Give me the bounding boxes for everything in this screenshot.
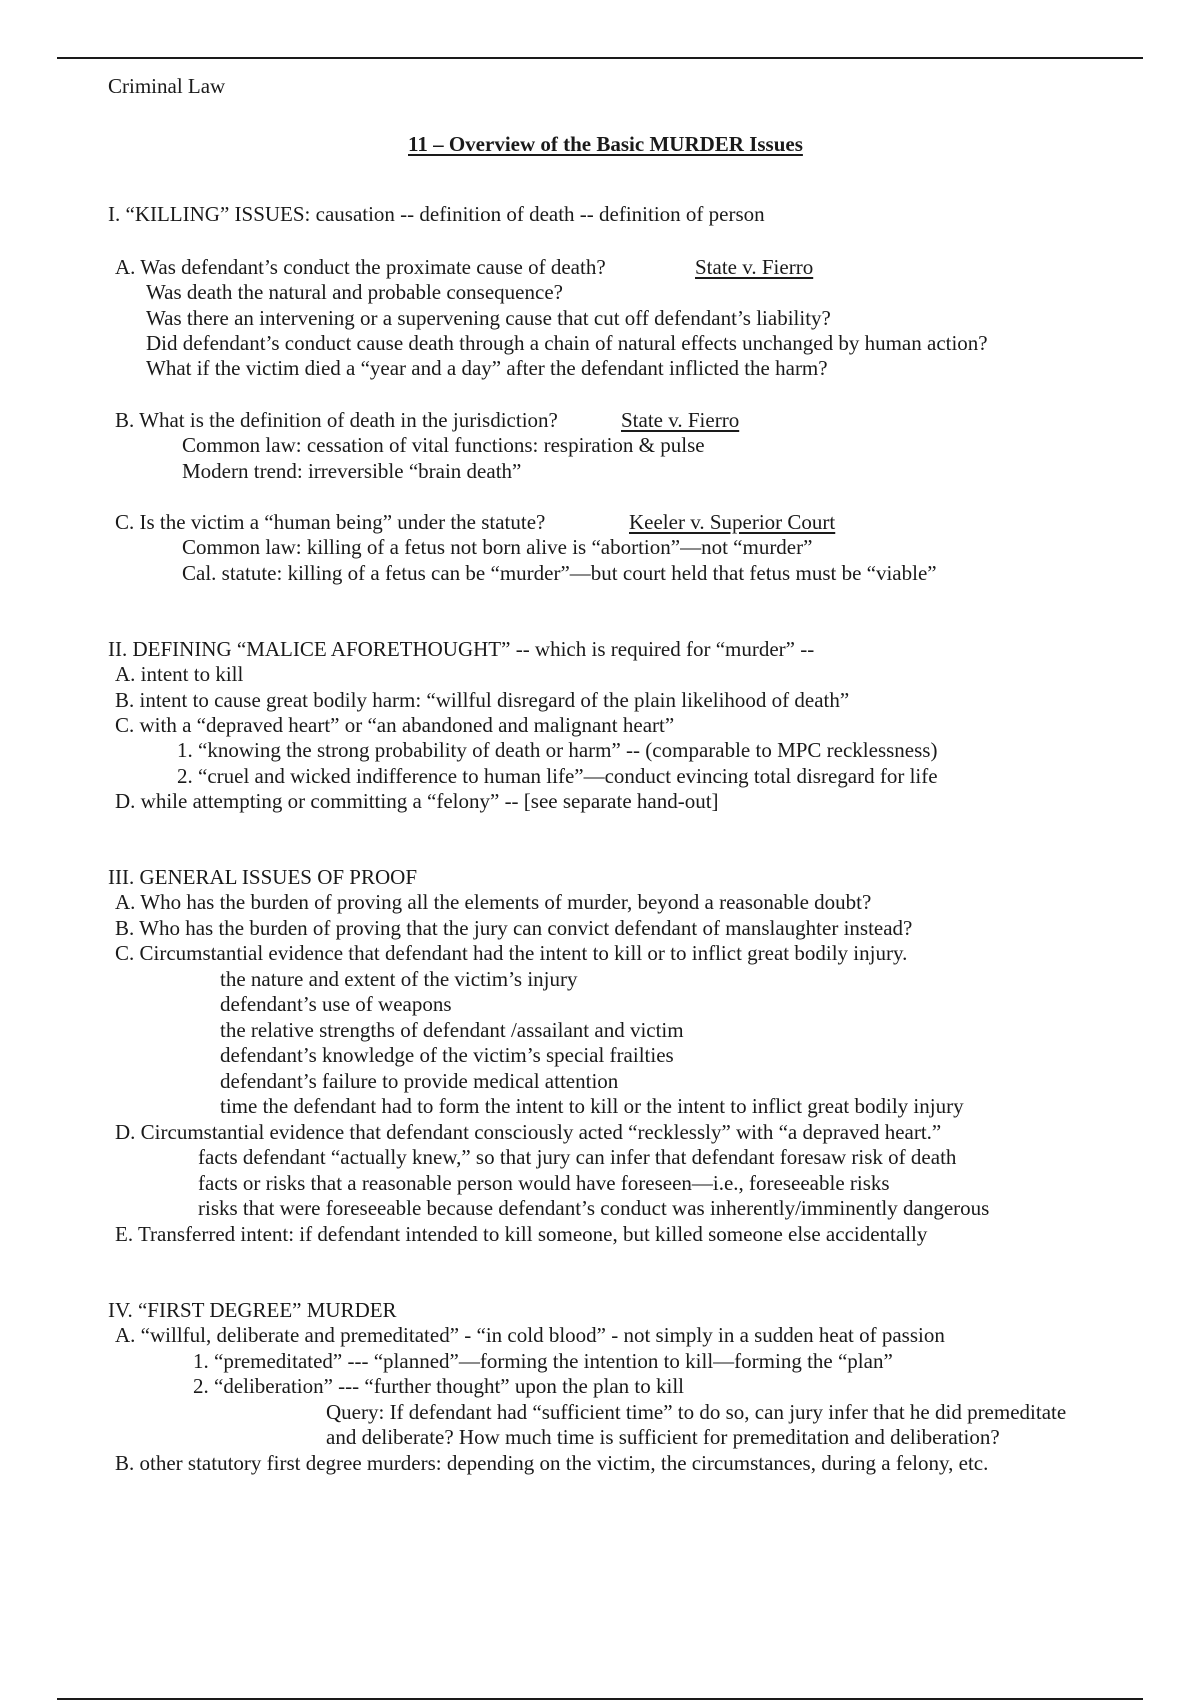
section-1-a-line: Was there an intervening or a supervening cause that cut off defendant’s liability? <box>146 306 831 330</box>
section-3-c-subitem: the nature and extent of the victim’s injury <box>220 967 578 991</box>
section-3-d-subitem: facts or risks that a reasonable person would have foreseen—i.e., foreseeable risks <box>198 1171 890 1195</box>
section-2-item: B. intent to cause great bodily harm: “willful disregard of the plain likelihood of death” <box>115 688 850 712</box>
section-1-b-line: Modern trend: irreversible “brain death” <box>182 459 522 483</box>
section-4-query: Query: If defendant had “sufficient time” to do so, can jury infer that he did premeditate <box>326 1400 1067 1424</box>
section-1-b-question: B. What is the definition of death in the jurisdiction? <box>115 408 558 432</box>
section-2-heading: II. DEFINING “MALICE AFORETHOUGHT” -- which is required for “murder” -- <box>108 637 815 661</box>
case-citation-fierro-a: State v. Fierro <box>695 255 814 279</box>
section-1-a-line: Did defendant’s conduct cause death through a chain of natural effects unchanged by human action? <box>146 331 988 355</box>
section-3-item: A. Who has the burden of proving all the elements of murder, beyond a reasonable doubt? <box>115 890 872 914</box>
section-1-c-line: Common law: killing of a fetus not born alive is “abortion”—not “murder” <box>182 535 813 559</box>
section-3-item: B. Who has the burden of proving that the jury can convict defendant of manslaughter instead? <box>115 916 913 940</box>
section-1-c-question: C. Is the victim a “human being” under the statute? <box>115 510 546 534</box>
section-3-item-e: E. Transferred intent: if defendant intended to kill someone, but killed someone else accidentally <box>115 1222 928 1246</box>
section-1-c-line: Cal. statute: killing of a fetus can be “murder”—but court held that fetus must be “viable” <box>182 561 937 585</box>
section-4-item-b: B. other statutory first degree murders: depending on the victim, the circumstances, during a felony, etc. <box>115 1451 989 1475</box>
section-3-c-subitem: time the defendant had to form the intent to kill or the intent to inflict great bodily injury <box>220 1094 964 1118</box>
section-1-b-line: Common law: cessation of vital functions: respiration & pulse <box>182 433 705 457</box>
section-3-item-d: D. Circumstantial evidence that defendant consciously acted “recklessly” with “a depraved heart.” <box>115 1120 942 1144</box>
case-citation-fierro-b: State v. Fierro <box>621 408 740 432</box>
section-3-heading: III. GENERAL ISSUES OF PROOF <box>108 865 418 889</box>
section-4-query: and deliberate? How much time is sufficient for premeditation and deliberation? <box>326 1425 1000 1449</box>
section-1-heading: I. “KILLING” ISSUES: causation -- definition of death -- definition of person <box>108 202 765 226</box>
case-citation-keeler: Keeler v. Superior Court <box>629 510 836 534</box>
section-1-a-question: A. Was defendant’s conduct the proximate cause of death? <box>115 255 606 279</box>
section-4-item-a: A. “willful, deliberate and premeditated” - “in cold blood” - not simply in a sudden heat of passion <box>115 1323 945 1347</box>
page-title: 11 – Overview of the Basic MURDER Issues <box>408 132 803 156</box>
section-3-c-subitem: defendant’s use of weapons <box>220 992 452 1016</box>
section-2-item-d: D. while attempting or committing a “felony” -- [see separate hand-out] <box>115 789 719 813</box>
section-2-subitem: 2. “cruel and wicked indifference to human life”—conduct evincing total disregard for life <box>177 764 938 788</box>
section-3-c-subitem: defendant’s knowledge of the victim’s special frailties <box>220 1043 674 1067</box>
section-2-item: C. with a “depraved heart” or “an abandoned and malignant heart” <box>115 713 675 737</box>
section-3-c-subitem: defendant’s failure to provide medical attention <box>220 1069 619 1093</box>
section-3-item: C. Circumstantial evidence that defendant had the intent to kill or to inflict great bodily injury. <box>115 941 908 965</box>
section-1-a-line: What if the victim died a “year and a day” after the defendant inflicted the harm? <box>146 356 828 380</box>
section-2-subitem: 1. “knowing the strong probability of death or harm” -- (comparable to MPC recklessness) <box>177 738 938 762</box>
section-3-c-subitem: the relative strengths of defendant /assailant and victim <box>220 1018 684 1042</box>
top-rule <box>57 57 1143 59</box>
course-header: Criminal Law <box>108 74 226 98</box>
section-1-a-line: Was death the natural and probable consequence? <box>146 280 563 304</box>
section-4-subitem: 1. “premeditated” --- “planned”—forming the intention to kill—forming the “plan” <box>193 1349 893 1373</box>
section-4-heading: IV. “FIRST DEGREE” MURDER <box>108 1298 397 1322</box>
section-3-d-subitem: facts defendant “actually knew,” so that jury can infer that defendant foresaw risk of death <box>198 1145 957 1169</box>
section-2-item: A. intent to kill <box>115 662 244 686</box>
section-3-d-subitem: risks that were foreseeable because defendant’s conduct was inherently/imminently dangerous <box>198 1196 990 1220</box>
section-4-subitem: 2. “deliberation” --- “further thought” upon the plan to kill <box>193 1374 685 1398</box>
